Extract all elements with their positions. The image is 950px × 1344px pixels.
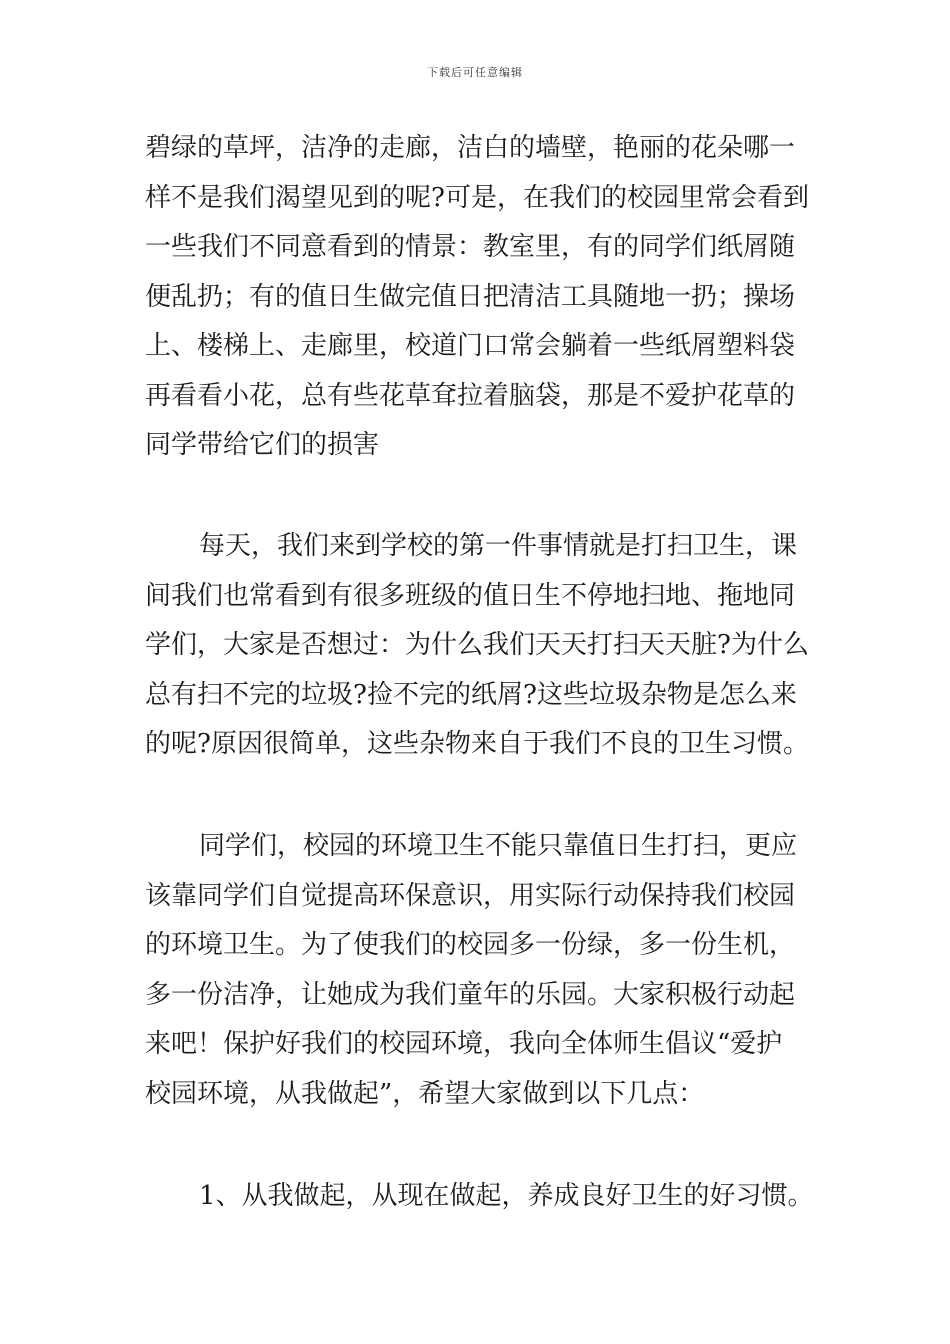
text-line: 该靠同学们自觉提高环保意识，用实际行动保持我们校园 [145, 880, 796, 911]
text-line: 1、从我做起，从现在做起，养成良好卫生的好习惯。 [199, 1181, 814, 1211]
text-line: 便乱扔；有的值日生做完值日把清洁工具随地一扔；操场 [145, 281, 796, 312]
text-line: 的环境卫生。为了使我们的校园多一份绿，多一份生机， [145, 930, 796, 960]
text-line: 总有扫不完的垃圾?捡不完的纸屑?这些垃圾杂物是怎么来 [145, 679, 797, 710]
paragraph-proposal [145, 822, 810, 1119]
text-line: 同学们，校园的环境卫生不能只靠值日生打扫，更应 [199, 831, 798, 861]
paragraph-daily-cleaning [145, 522, 810, 770]
text-line: 上、楼梯上、走廊里，校道门口常会躺着一些纸屑塑料袋 [145, 331, 796, 361]
text-line: 样不是我们渴望见到的呢?可是，在我们的校园里常会看到 [145, 182, 809, 213]
text-line: 碧绿的草坪，洁净的走廊，洁白的墙壁，艳丽的花朵哪一 [145, 133, 796, 163]
text-line: 学们，大家是否想过：为什么我们天天打扫天天脏?为什么 [145, 630, 809, 660]
text-line: 同学带给它们的损害 [145, 430, 380, 460]
text-line: 来吧！保护好我们的校园环境，我向全体师生倡议“爱护 [145, 1029, 783, 1059]
text-line: 再看看小花，总有些花草耷拉着脑袋，那是不爱护花草的 [145, 380, 796, 411]
text-line: 间我们也常看到有很多班级的值日生不停地扫地、拖地同 [145, 580, 796, 611]
text-line: 一些我们不同意看到的情景：教室里，有的同学们纸屑随 [145, 232, 796, 262]
text-line: 的呢?原因很简单，这些杂物来自于我们不良的卫生习惯。 [145, 729, 809, 759]
page-header: 下载后可任意编辑 [427, 66, 523, 79]
text-line: 校园环境，从我做起”，希望大家做到以下几点： [145, 1078, 705, 1109]
paragraph-campus-scene [145, 124, 810, 471]
text-line: 多一份洁净，让她成为我们童年的乐园。大家积极行动起 [145, 979, 796, 1010]
text-line: 每天，我们来到学校的第一件事情就是打扫卫生，课 [199, 531, 798, 561]
list-item-point-1 [145, 1172, 814, 1222]
